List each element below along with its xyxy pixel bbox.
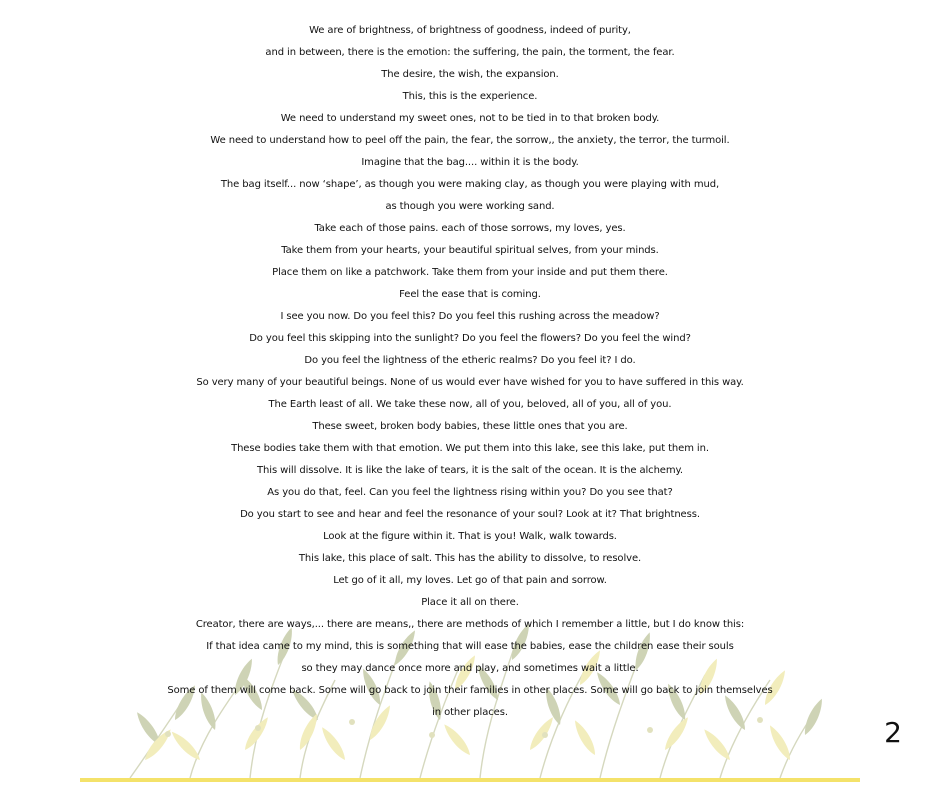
text-line: and in between, there is the emotion: the suffering, the pain, the torment, the fear. bbox=[265, 47, 675, 58]
page-number: 2 bbox=[884, 716, 902, 749]
text-line: This will dissolve. It is like the lake of tears, it is the salt of the ocean. It is the alchemy. bbox=[257, 465, 683, 476]
text-line: We need to understand my sweet ones, not to be tied in to that broken body. bbox=[280, 113, 660, 124]
text-line: in other places. bbox=[432, 707, 508, 718]
text-line: If that idea came to my mind, this is something that will ease the babies, ease the children ease their souls bbox=[206, 641, 734, 652]
text-line: Do you feel the lightness of the etheric realms? Do you feel it? I do. bbox=[304, 355, 636, 366]
bottom-divider bbox=[80, 778, 860, 782]
body-text bbox=[0, 20, 940, 724]
text-line: Place it all on there. bbox=[421, 597, 519, 608]
text-line: so they may dance once more and play, and sometimes wait a little. bbox=[301, 663, 639, 674]
text-line: The Earth least of all. We take these now, all of you, beloved, all of you, all of you. bbox=[268, 399, 672, 410]
text-line: So very many of your beautiful beings. None of us would ever have wished for you to have suffered in this way. bbox=[196, 377, 744, 388]
text-line: Imagine that the bag.... within it is the body. bbox=[361, 157, 579, 168]
text-line: Let go of it all, my loves. Let go of that pain and sorrow. bbox=[333, 575, 607, 586]
text-line: Feel the ease that is coming. bbox=[399, 289, 541, 300]
text-line: As you do that, feel. Can you feel the lightness rising within you? Do you see that? bbox=[267, 487, 673, 498]
text-line: Take each of those pains. each of those sorrows, my loves, yes. bbox=[314, 223, 626, 234]
text-line: This lake, this place of salt. This has the ability to dissolve, to resolve. bbox=[298, 553, 642, 564]
text-line: Look at the figure within it. That is you! Walk, walk towards. bbox=[323, 531, 617, 542]
text-line: Do you feel this skipping into the sunlight? Do you feel the flowers? Do you feel the wind? bbox=[249, 333, 691, 344]
text-line: These bodies take them with that emotion. We put them into this lake, see this lake, put them in. bbox=[231, 443, 709, 454]
text-line: We are of brightness, of brightness of goodness, indeed of purity, bbox=[309, 25, 631, 36]
text-line: The desire, the wish, the expansion. bbox=[381, 69, 559, 80]
text-line: Do you start to see and hear and feel the resonance of your soul? Look at it? That brightness. bbox=[240, 509, 700, 520]
text-line: Creator, there are ways,... there are means,, there are methods of which I remember a little, but I do know this: bbox=[195, 619, 745, 630]
text-line: We need to understand how to peel off the pain, the fear, the sorrow,, the anxiety, the terror, the turmoil. bbox=[210, 135, 730, 146]
text-line: These sweet, broken body babies, these little ones that you are. bbox=[312, 421, 628, 432]
text-line: The bag itself... now ‘shape’, as though you were making clay, as though you were playing with mud, bbox=[220, 179, 720, 190]
text-line: Take them from your hearts, your beautiful spiritual selves, from your minds. bbox=[281, 245, 659, 256]
text-line: as though you were working sand. bbox=[385, 201, 555, 212]
text-line: Some of them will come back. Some will go back to join their families in other places. Some will go back to join themselves bbox=[167, 685, 773, 696]
text-line: This, this is the experience. bbox=[402, 91, 538, 102]
text-line: I see you now. Do you feel this? Do you feel this rushing across the meadow? bbox=[280, 311, 660, 322]
text-line: Place them on like a patchwork. Take them from your inside and put them there. bbox=[272, 267, 668, 278]
